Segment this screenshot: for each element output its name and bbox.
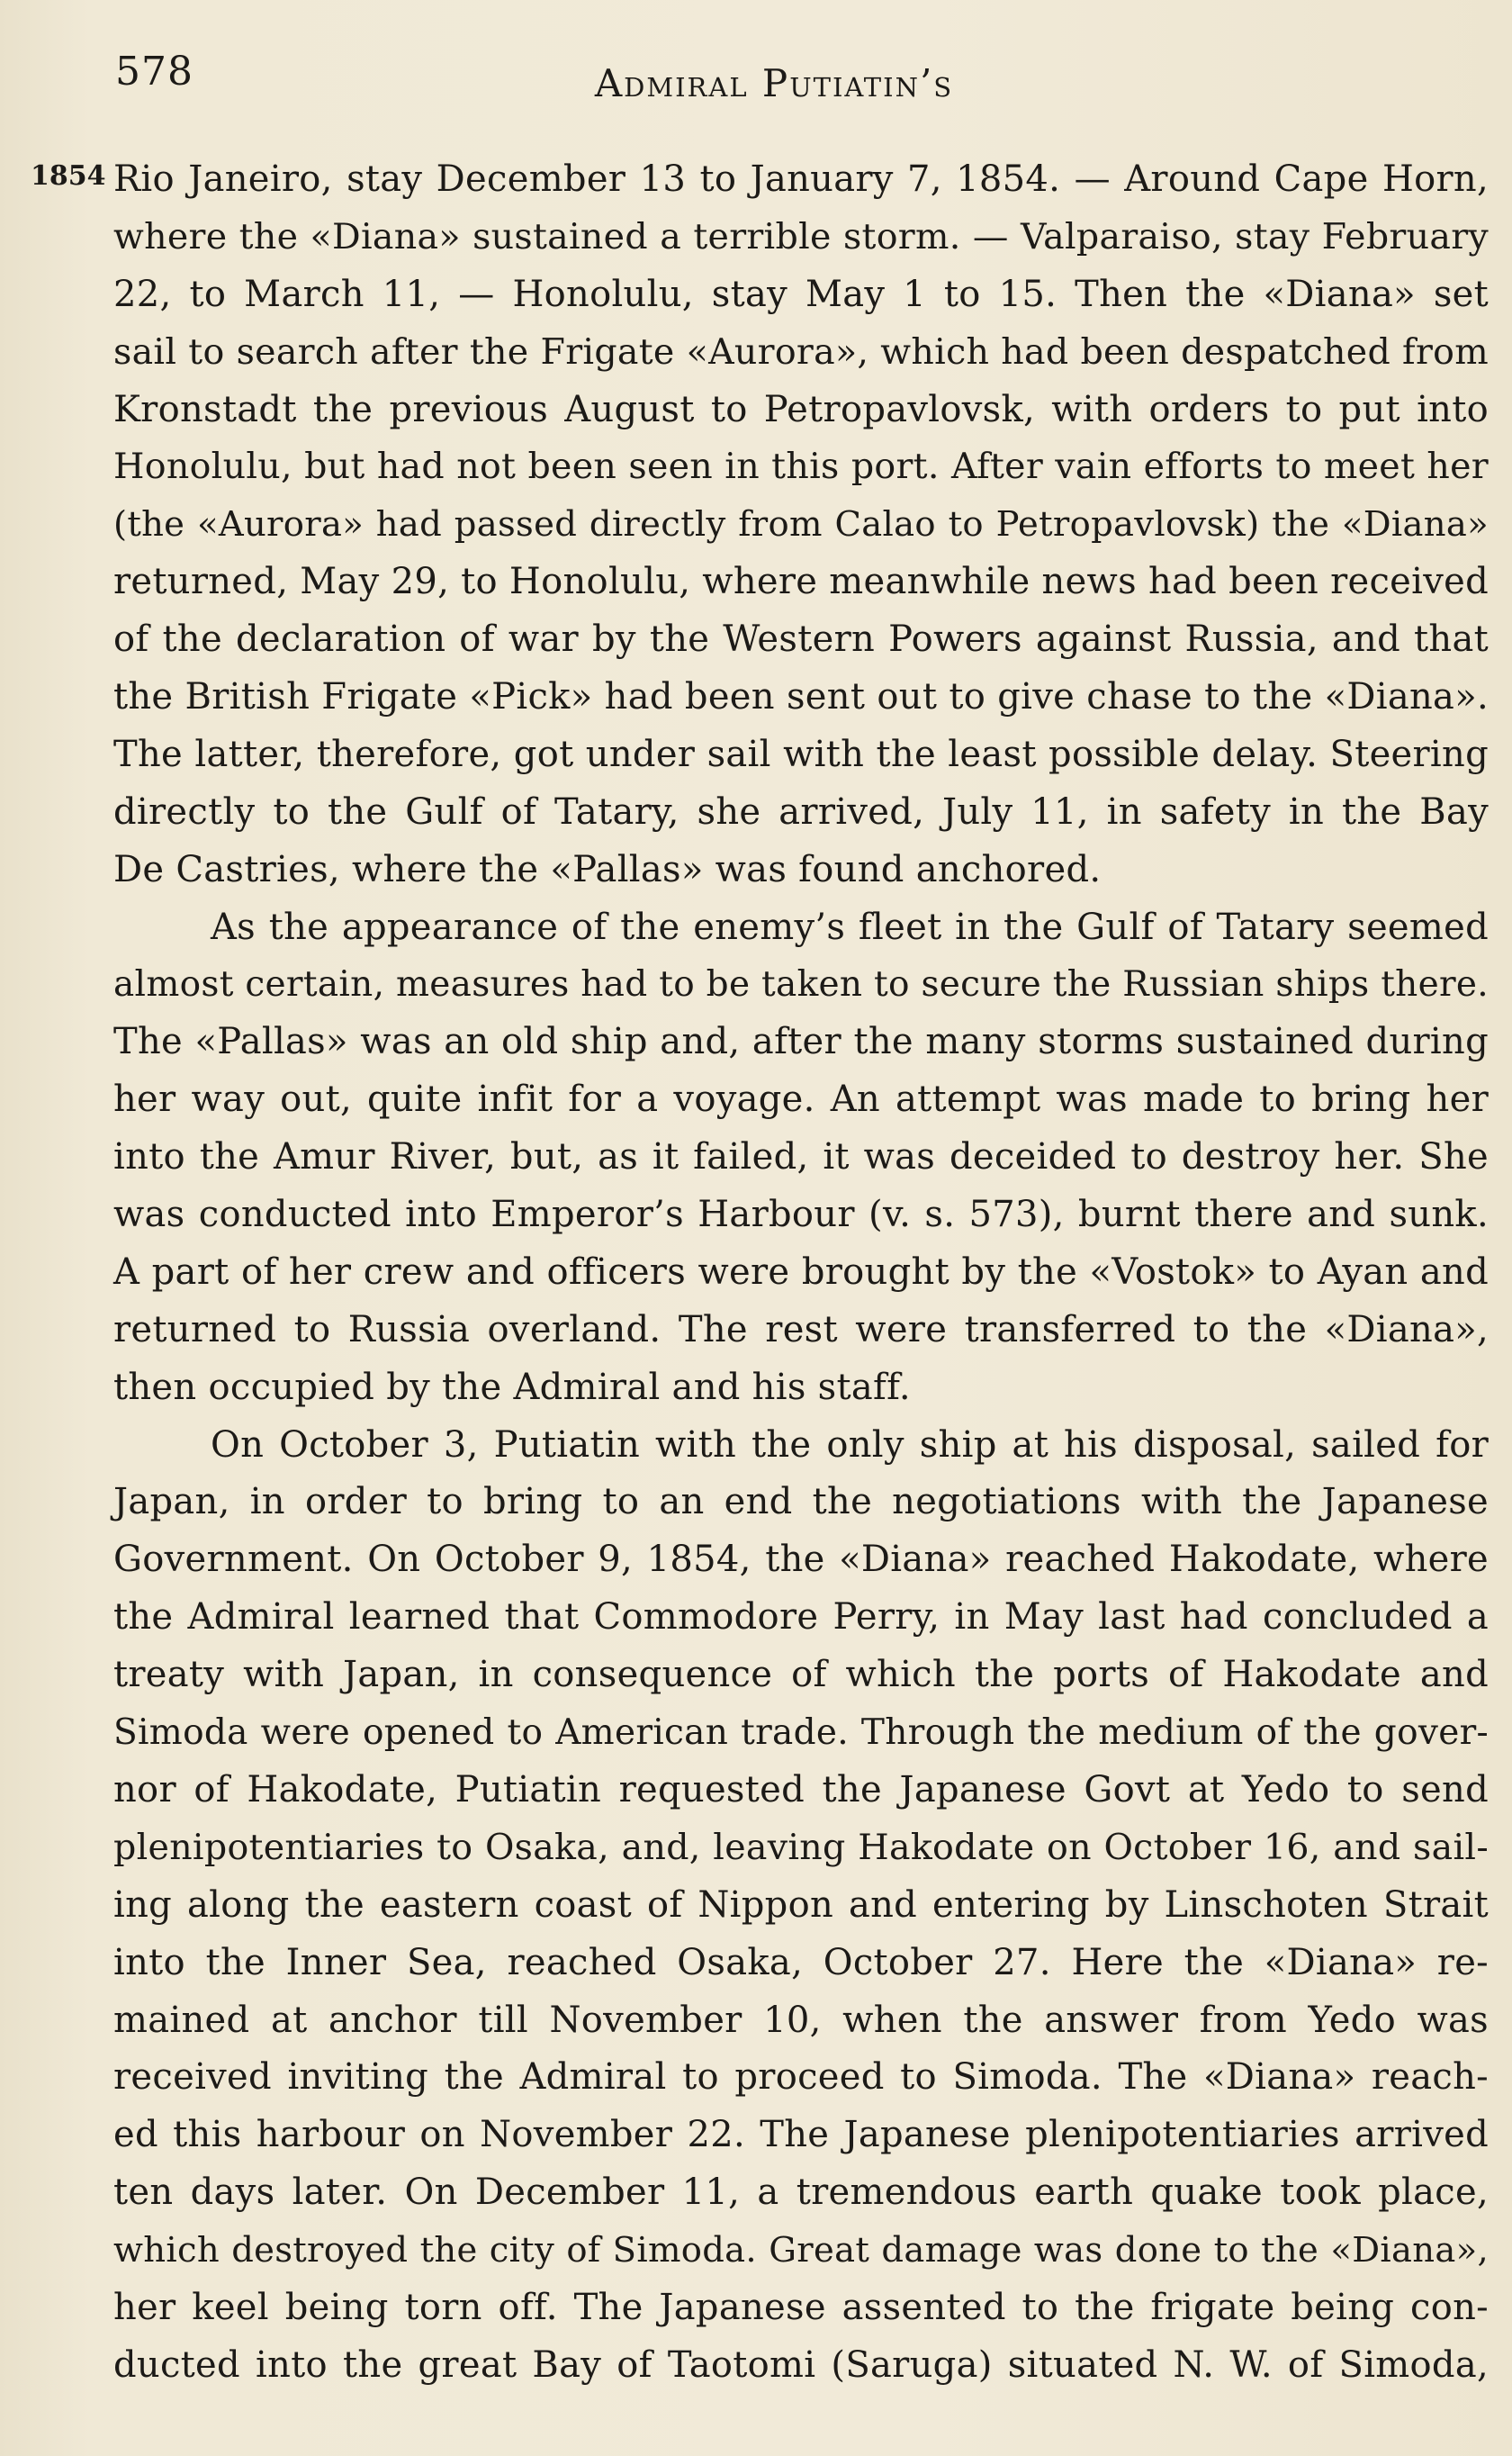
text-line-16: The «Pallas» was an old ship and, after the many storms sustained during [113, 1021, 1489, 1063]
text-line-32: into the Inner Sea, reached Osaka, October 27. Here the «Diana» re- [113, 1941, 1489, 1983]
text-line-23: On October 3, Putiatin with the only ship at his disposal, sailed for [211, 1423, 1489, 1466]
text-line-5: Kronstadt the previous August to Petropavlovsk, with orders to put into [113, 388, 1489, 430]
body-text [113, 151, 1489, 2395]
text-line-15: almost certain, measures had to be taken to secure the Russian ships there. [113, 964, 1489, 1006]
text-line-35: ed this harbour on November 22. The Japanese plenipotentiaries arrived [113, 2114, 1489, 2156]
text-line-10: the British Frigate «Pick» had been sent out to give chase to the «Diana». [113, 676, 1489, 718]
text-line-38: her keel being torn off. The Japanese assented to the frigate being con- [113, 2286, 1489, 2328]
text-line-19: was conducted into Emperor’s Harbour (v. s. 573), burnt there and sunk. [113, 1194, 1489, 1236]
margin-year-note: 1854 [31, 160, 106, 192]
text-line-18: into the Amur River, but, as it failed, it was deceided to destroy her. She [113, 1136, 1489, 1178]
text-line-9: of the declaration of war by the Western Powers against Russia, and that [113, 619, 1489, 661]
text-line-2: where the «Diana» sustained a terrible storm. — Valparaiso, stay February [113, 215, 1489, 257]
text-line-29: nor of Hakodate, Putiatin requested the Japanese Govt at Yedo to send [113, 1768, 1489, 1810]
text-line-20: A part of her crew and officers were brought by the «Vostok» to Ayan and [113, 1251, 1489, 1293]
text-line-22: then occupied by the Admiral and his staff. [113, 1366, 911, 1408]
text-line-26: the Admiral learned that Commodore Perry, in May last had concluded a [113, 1596, 1489, 1639]
text-line-4: sail to search after the Frigate «Aurora», which had been despatched from [113, 330, 1489, 373]
text-line-3: 22, to March 11, — Honolulu, stay May 1 to 15. Then the «Diana» set [113, 273, 1489, 315]
text-line-37: which destroyed the city of Simoda. Great damage was done to the «Diana», [113, 2230, 1489, 2271]
text-line-21: returned to Russia overland. The rest were transferred to the «Diana», [113, 1308, 1489, 1350]
text-line-12: directly to the Gulf of Tatary, she arrived, July 11, in safety in the Bay [113, 790, 1489, 833]
running-head: Admiral Putiatin’s [594, 61, 954, 105]
text-line-7: (the «Aurora» had passed directly from Calao to Petropavlovsk) the «Diana» [113, 504, 1489, 546]
text-line-34: received inviting the Admiral to proceed to Simoda. The «Diana» reach- [113, 2056, 1489, 2099]
text-line-14: As the appearance of the enemy’s fleet in the Gulf of Tatary seemed [211, 906, 1489, 948]
page-number: 578 [115, 49, 194, 95]
text-line-31: ing along the eastern coast of Nippon and entering by Linschoten Strait [113, 1883, 1489, 1926]
text-line-33: mained at anchor till November 10, when the answer from Yedo was [113, 1999, 1489, 2041]
text-line-1: Rio Janeiro, stay December 13 to January 7, 1854. — Around Cape Horn, [113, 158, 1489, 200]
text-line-11: The latter, therefore, got under sail with the least possible delay. Steering [113, 733, 1489, 775]
text-line-28: Simoda were opened to American trade. Through the medium of the gover- [113, 1712, 1489, 1754]
text-line-25: Government. On October 9, 1854, the «Diana» reached Hakodate, where [113, 1539, 1489, 1581]
text-line-6: Honolulu, but had not been seen in this port. After vain efforts to meet her [113, 446, 1489, 488]
text-line-13: De Castries, where the «Pallas» was found anchored. [113, 848, 1102, 890]
text-line-8: returned, May 29, to Honolulu, where meanwhile news had been received [113, 561, 1489, 603]
text-line-24: Japan, in order to bring to an end the negotiations with the Japanese [113, 1481, 1489, 1523]
text-line-39: ducted into the great Bay of Taotomi (Saruga) situated N. W. of Simoda, [113, 2343, 1489, 2386]
text-line-27: treaty with Japan, in consequence of which the ports of Hakodate and [113, 1654, 1489, 1696]
text-line-17: her way out, quite infit for a voyage. An attempt was made to bring her [113, 1079, 1489, 1121]
text-line-30: plenipotentiaries to Osaka, and, leaving Hakodate on October 16, and sail- [113, 1826, 1489, 1868]
text-line-36: ten days later. On December 11, a tremendous earth quake took place, [113, 2172, 1489, 2214]
